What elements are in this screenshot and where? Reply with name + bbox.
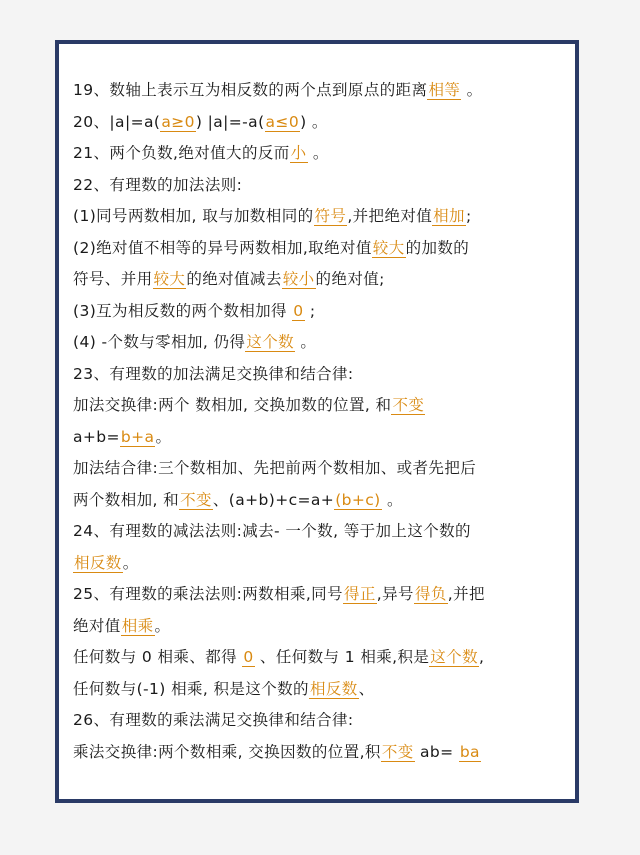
answer-text: 不变 bbox=[180, 490, 212, 509]
text-line bbox=[73, 138, 573, 170]
line-text: 。 bbox=[122, 553, 139, 572]
text-line bbox=[73, 516, 573, 548]
answer-text: b+a bbox=[120, 427, 155, 446]
line-text: ab= bbox=[414, 742, 459, 761]
line-text: 。 bbox=[155, 427, 172, 446]
line-text: 的加数的 bbox=[405, 238, 470, 257]
line-text: 、任何数与 1 相乘,积是 bbox=[254, 648, 430, 666]
text-line bbox=[73, 264, 573, 296]
line-text: a+b= bbox=[73, 427, 120, 446]
line-text: 绝对值 bbox=[73, 616, 121, 635]
answer-text: 相等 bbox=[428, 81, 461, 99]
text-line bbox=[73, 359, 573, 391]
line-text: 。 bbox=[154, 616, 171, 635]
text-line bbox=[73, 674, 573, 706]
text-line bbox=[73, 611, 573, 643]
answer-text: (b+c) bbox=[335, 490, 381, 509]
line-text: 26、有理数的乘法满足交换律和结合律: bbox=[73, 711, 354, 729]
answer-text: 得正 bbox=[343, 585, 376, 603]
answer-text: 0 bbox=[243, 648, 254, 666]
line-text: 、(a+b)+c=a+ bbox=[212, 490, 335, 509]
answer-text: 不变 bbox=[381, 742, 414, 761]
answer-text: 不变 bbox=[392, 396, 425, 414]
text-line bbox=[73, 233, 573, 265]
line-text: 。 bbox=[307, 144, 329, 162]
line-text: 的绝对值减去 bbox=[186, 270, 282, 288]
text-line bbox=[73, 296, 573, 328]
answer-text: a≤0 bbox=[265, 112, 300, 131]
document-frame bbox=[55, 40, 579, 803]
line-text: 两个数相加, 和 bbox=[73, 490, 180, 509]
line-text: ,并把绝对值 bbox=[347, 207, 433, 225]
line-text: ; bbox=[465, 207, 472, 225]
line-text: 加法交换律:两个 数相加, 交换加数的位置, 和 bbox=[73, 396, 392, 414]
line-text: (2)绝对值不相等的异号两数相加,取绝对值 bbox=[73, 238, 372, 257]
text-line bbox=[73, 642, 573, 674]
line-text: ,异号 bbox=[376, 585, 414, 603]
answer-text: 0 bbox=[293, 301, 304, 320]
text-line bbox=[73, 705, 573, 737]
answer-text: ba bbox=[459, 742, 480, 761]
line-text: 21、两个负数,绝对值大的反而 bbox=[73, 144, 290, 162]
line-text: , bbox=[478, 648, 485, 666]
text-line bbox=[73, 327, 573, 359]
line-text: 20、|a|=a( bbox=[73, 112, 161, 131]
line-text: 任何数与(-1) 相乘, 积是这个数的 bbox=[73, 679, 309, 698]
line-text: 22、有理数的加法法则: bbox=[73, 175, 243, 194]
line-text: 。 bbox=[381, 490, 403, 509]
line-text: 任何数与 0 相乘、都得 bbox=[73, 648, 243, 666]
answer-text: 符号 bbox=[314, 207, 347, 225]
answer-text: 相加 bbox=[433, 207, 465, 225]
answer-text: 小 bbox=[290, 144, 307, 162]
line-text: ) |a|=-a( bbox=[195, 112, 265, 131]
line-text: 。 bbox=[461, 81, 483, 99]
line-text: ; bbox=[304, 301, 316, 320]
answer-text: 这个数 bbox=[430, 648, 478, 666]
line-text: 的绝对值; bbox=[315, 270, 385, 288]
text-line bbox=[73, 453, 573, 485]
answer-text: 得负 bbox=[414, 585, 447, 603]
text-line bbox=[73, 548, 573, 580]
answer-text: 较大 bbox=[153, 270, 186, 288]
line-text: 23、有理数的加法满足交换律和结合律: bbox=[73, 364, 354, 383]
answer-text: a≥0 bbox=[161, 112, 195, 131]
answer-text: 较大 bbox=[372, 238, 405, 257]
answer-text: 这个数 bbox=[246, 333, 295, 351]
text-line bbox=[73, 485, 573, 517]
answer-text: 相反数 bbox=[74, 553, 122, 572]
line-text: 乘法交换律:两个数相乘, 交换因数的位置,积 bbox=[73, 742, 381, 761]
text-line bbox=[73, 390, 573, 422]
text-line bbox=[73, 107, 573, 139]
text-line bbox=[73, 170, 573, 202]
text-line bbox=[73, 422, 573, 454]
line-text: 。 bbox=[295, 333, 317, 351]
line-text: (4) -个数与零相加, 仍得 bbox=[73, 333, 246, 351]
text-line bbox=[73, 201, 573, 233]
text-line bbox=[73, 737, 573, 769]
line-text: (1)同号两数相加, 取与加数相同的 bbox=[73, 207, 314, 225]
text-line bbox=[73, 75, 573, 107]
line-text: ) 。 bbox=[300, 112, 328, 131]
answer-text: 相乘 bbox=[121, 616, 154, 635]
line-text: 符号、并用 bbox=[73, 270, 153, 288]
line-text: 24、有理数的减法法则:减去- 一个数, 等于加上这个数的 bbox=[73, 522, 471, 540]
text-line bbox=[73, 579, 573, 611]
line-text: 25、有理数的乘法法则:两数相乘,同号 bbox=[73, 585, 343, 603]
line-text: 、 bbox=[358, 679, 375, 698]
line-text: ,并把 bbox=[447, 585, 485, 603]
line-text: 加法结合律:三个数相加、先把前两个数相加、或者先把后 bbox=[73, 459, 477, 477]
answer-text: 相反数 bbox=[309, 679, 358, 698]
line-text: (3)互为相反数的两个数相加得 bbox=[73, 301, 293, 320]
document-content bbox=[73, 75, 573, 768]
line-text: 19、数轴上表示互为相反数的两个点到原点的距离 bbox=[73, 81, 428, 99]
answer-text: 较小 bbox=[282, 270, 315, 288]
